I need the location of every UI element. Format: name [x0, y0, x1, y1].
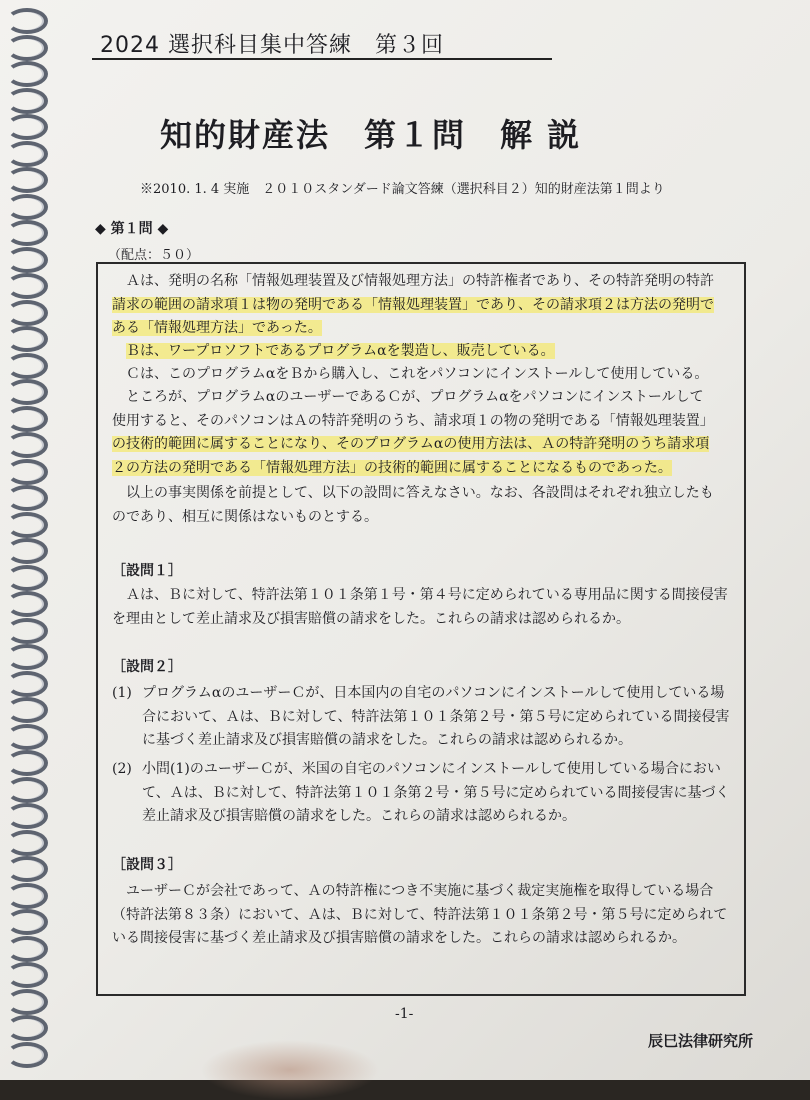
- binding-ring: [6, 909, 48, 935]
- binding-ring: [6, 247, 48, 273]
- binding-ring: [6, 750, 48, 776]
- binding-ring: [6, 1042, 48, 1068]
- highlighted-line: の技術的範囲に属することになり、そのプログラムαの使用方法は、Ａの特許発明のうち請求項: [112, 436, 710, 452]
- binding-ring: [6, 697, 48, 723]
- item-text: 小問(1)のユーザーＣが、米国の自宅のパソコンにインストールして使用している場合において、Ａは、Ｂに対して、特許法第１０１条第２号・第５号に定められている間接侵害に基づく差止請求及び損害賠償の請求をした。これらの請求は認められるか。: [142, 761, 730, 824]
- facts-paragraph-2: [112, 340, 732, 364]
- header-underline: [92, 58, 552, 60]
- binding-ring: [6, 724, 48, 750]
- binding-ring: [6, 88, 48, 114]
- binding-ring: [6, 485, 48, 511]
- binding-ring: [6, 565, 48, 591]
- binding-ring: [6, 273, 48, 299]
- facts-paragraph-4: [112, 386, 732, 480]
- facts-line: ところが、プログラムαのユーザーであるＣが、プログラムαをパソコンにインストールして: [126, 389, 704, 405]
- binding-ring: [6, 936, 48, 962]
- item-number: (2): [112, 761, 132, 777]
- binding-ring: [6, 406, 48, 432]
- binding-ring: [6, 883, 48, 909]
- facts-line: Ｃは、このプログラムαをＢから購入し、これをパソコンにインストールして使用している。: [126, 366, 709, 382]
- question-3-heading: ［設問３］: [112, 857, 182, 873]
- page-number: -1-: [395, 1006, 414, 1022]
- binding-ring: [6, 432, 48, 458]
- question-2-item-1: [112, 682, 732, 753]
- facts-line: 使用すると、そのパソコンはＡの特許発明のうち、請求項１の物の発明である「情報処理装置」: [112, 412, 714, 429]
- binding-ring: [6, 618, 48, 644]
- question-3-text: ユーザーＣが会社であって、Ａの特許権につき不実施に基づく裁定実施権を取得している場合（特許法第８３条）において、Ａは、Ｂに対して、特許法第１０１条第２号・第５号に定められている間接侵害に基づく差止請求及び損害賠償の請求をした。これらの請求は認められるか。: [112, 883, 728, 946]
- highlighted-line: ２の方法の発明である「情報処理方法」の技術的範囲に属することになるものであった。: [112, 459, 672, 476]
- facts-paragraph-5: [112, 482, 732, 529]
- binding-ring: [6, 830, 48, 856]
- question-2-item-2: [112, 758, 732, 829]
- facts-paragraph-1: [112, 270, 732, 341]
- binding-ring: [6, 512, 48, 538]
- binding-ring: [6, 962, 48, 988]
- question-heading: ◆ 第１問 ◆: [95, 221, 169, 237]
- item-text: プログラムαのユーザーＣが、日本国内の自宅のパソコンにインストールして使用している場合において、Ａは、Ｂに対して、特許法第１０１条第２号・第５号に定められている間接侵害に基づく差止請求及び損害賠償の請求をした。これらの請求は認められるか。: [142, 685, 730, 748]
- binding-ring: [6, 194, 48, 220]
- facts-line: のであり、相互に関係はないものとする。: [112, 508, 378, 525]
- binding-ring: [6, 1015, 48, 1041]
- binding-ring: [6, 989, 48, 1015]
- facts-line: Ａは、発明の名称「情報処理装置及び情報処理方法」の特許権者であり、その特許発明の特許: [126, 273, 714, 289]
- binding-ring: [6, 459, 48, 485]
- finger-shadow: [200, 1040, 380, 1100]
- question-2-heading: ［設問２］: [112, 659, 182, 675]
- exam-series-title: 2024 選択科目集中答練 第３回: [100, 33, 444, 58]
- highlighted-line: Ｂは、ワープロソフトであるプログラムαを製造し、販売している。: [126, 343, 555, 359]
- facts-paragraph-3: [112, 363, 732, 387]
- binding-ring: [6, 644, 48, 670]
- spiral-binding: [0, 0, 48, 1080]
- highlighted-line: ある「情報処理方法」であった。: [112, 320, 322, 336]
- facts-line: 以上の事実関係を前提として、以下の設問に答えなさい。なお、各設問はそれぞれ独立したも: [126, 485, 714, 501]
- binding-ring: [6, 803, 48, 829]
- binding-ring: [6, 141, 48, 167]
- item-number: (1): [112, 685, 132, 701]
- binding-ring: [6, 379, 48, 405]
- binding-ring: [6, 856, 48, 882]
- binding-ring: [6, 591, 48, 617]
- question-1-heading: ［設問１］: [112, 563, 182, 579]
- source-note: ※2010. 1. 4 実施 ２０１０スタンダード論文答練（選択科目２）知的財産法第１問より: [140, 182, 665, 197]
- binding-ring: [6, 300, 48, 326]
- binding-ring: [6, 114, 48, 140]
- publisher-name: 辰巳法律研究所: [648, 1032, 754, 1050]
- document-title: 知的財産法 第１問 解 説: [160, 116, 582, 154]
- binding-ring: [6, 538, 48, 564]
- binding-ring: [6, 8, 48, 34]
- binding-ring: [6, 220, 48, 246]
- binding-ring: [6, 671, 48, 697]
- binding-ring: [6, 353, 48, 379]
- highlighted-line: 請求の範囲の請求項１は物の発明である「情報処理装置」であり、その請求項２は方法の発明で: [112, 296, 714, 313]
- binding-ring: [6, 35, 48, 61]
- binding-ring: [6, 61, 48, 87]
- question-1-text: Ａは、Ｂに対して、特許法第１０１条第１号・第４号に定められている専用品に関する間接侵害を理由として差止請求及び損害賠償の請求をした。これらの請求は認められるか。: [112, 587, 728, 627]
- points-allocation: （配点：５０）: [108, 248, 200, 263]
- binding-ring: [6, 167, 48, 193]
- binding-ring: [6, 326, 48, 352]
- binding-ring: [6, 777, 48, 803]
